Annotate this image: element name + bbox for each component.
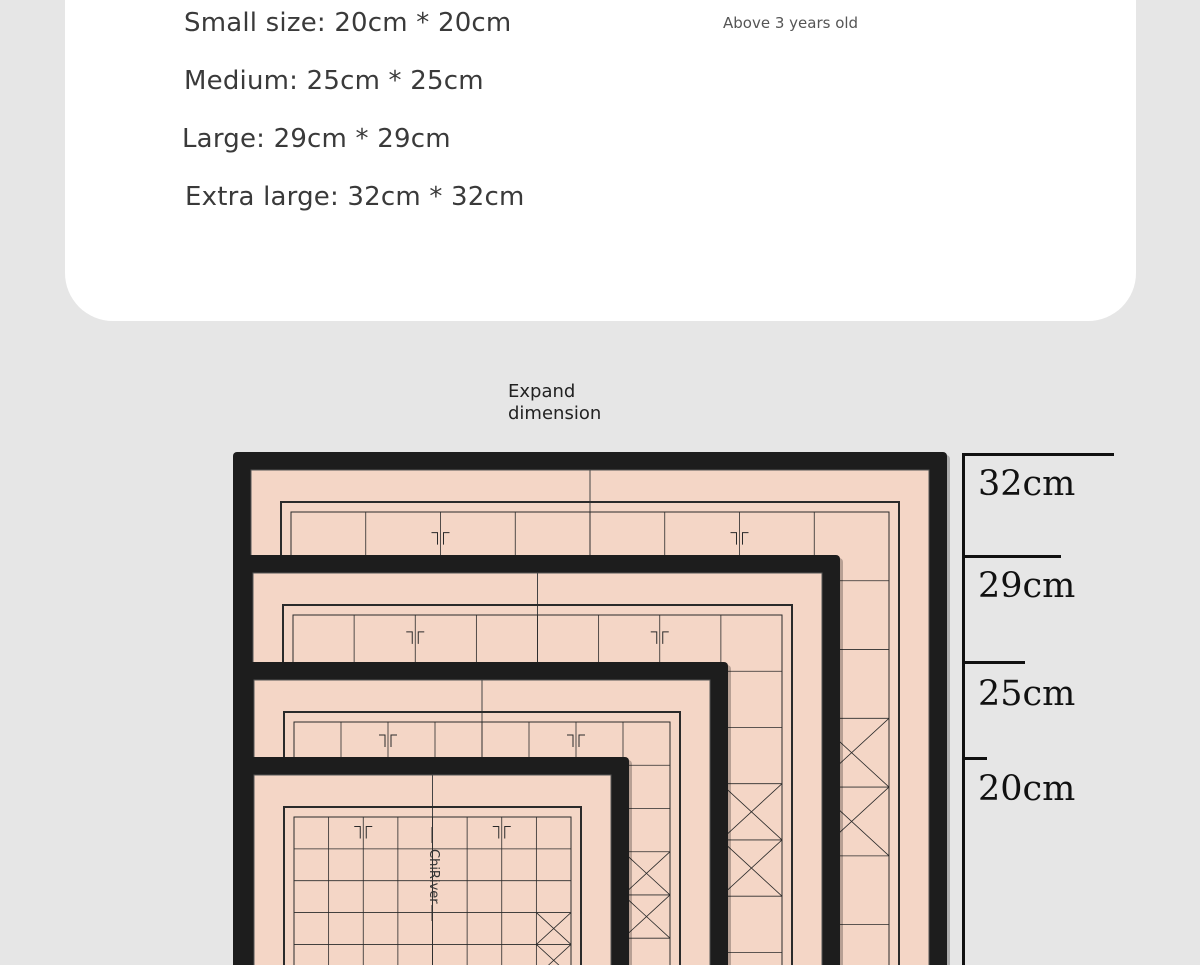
river-label: ChiRiver — [426, 849, 441, 904]
ruler-vertical-line — [962, 453, 965, 965]
age-label: Above 3 years old — [723, 14, 859, 32]
dimension-29cm: 29cm — [978, 566, 1076, 606]
ruler-tick-32 — [962, 453, 1114, 456]
ruler-tick-20 — [962, 757, 987, 760]
ruler-tick-25 — [962, 661, 1025, 664]
size-small-label: Small size: 20cm * 20cm — [184, 8, 512, 38]
expand-line-2: dimension — [508, 403, 602, 424]
dimension-32cm: 32cm — [978, 464, 1076, 504]
size-large-label: Large: 29cm * 29cm — [182, 124, 451, 154]
dimension-20cm: 20cm — [978, 769, 1076, 809]
expand-line-1: Expand — [508, 381, 576, 402]
size-medium-label: Medium: 25cm * 25cm — [184, 66, 484, 96]
size-xlarge-label: Extra large: 32cm * 32cm — [185, 182, 525, 212]
dimension-25cm: 25cm — [978, 674, 1076, 714]
ruler-tick-29 — [962, 555, 1061, 558]
